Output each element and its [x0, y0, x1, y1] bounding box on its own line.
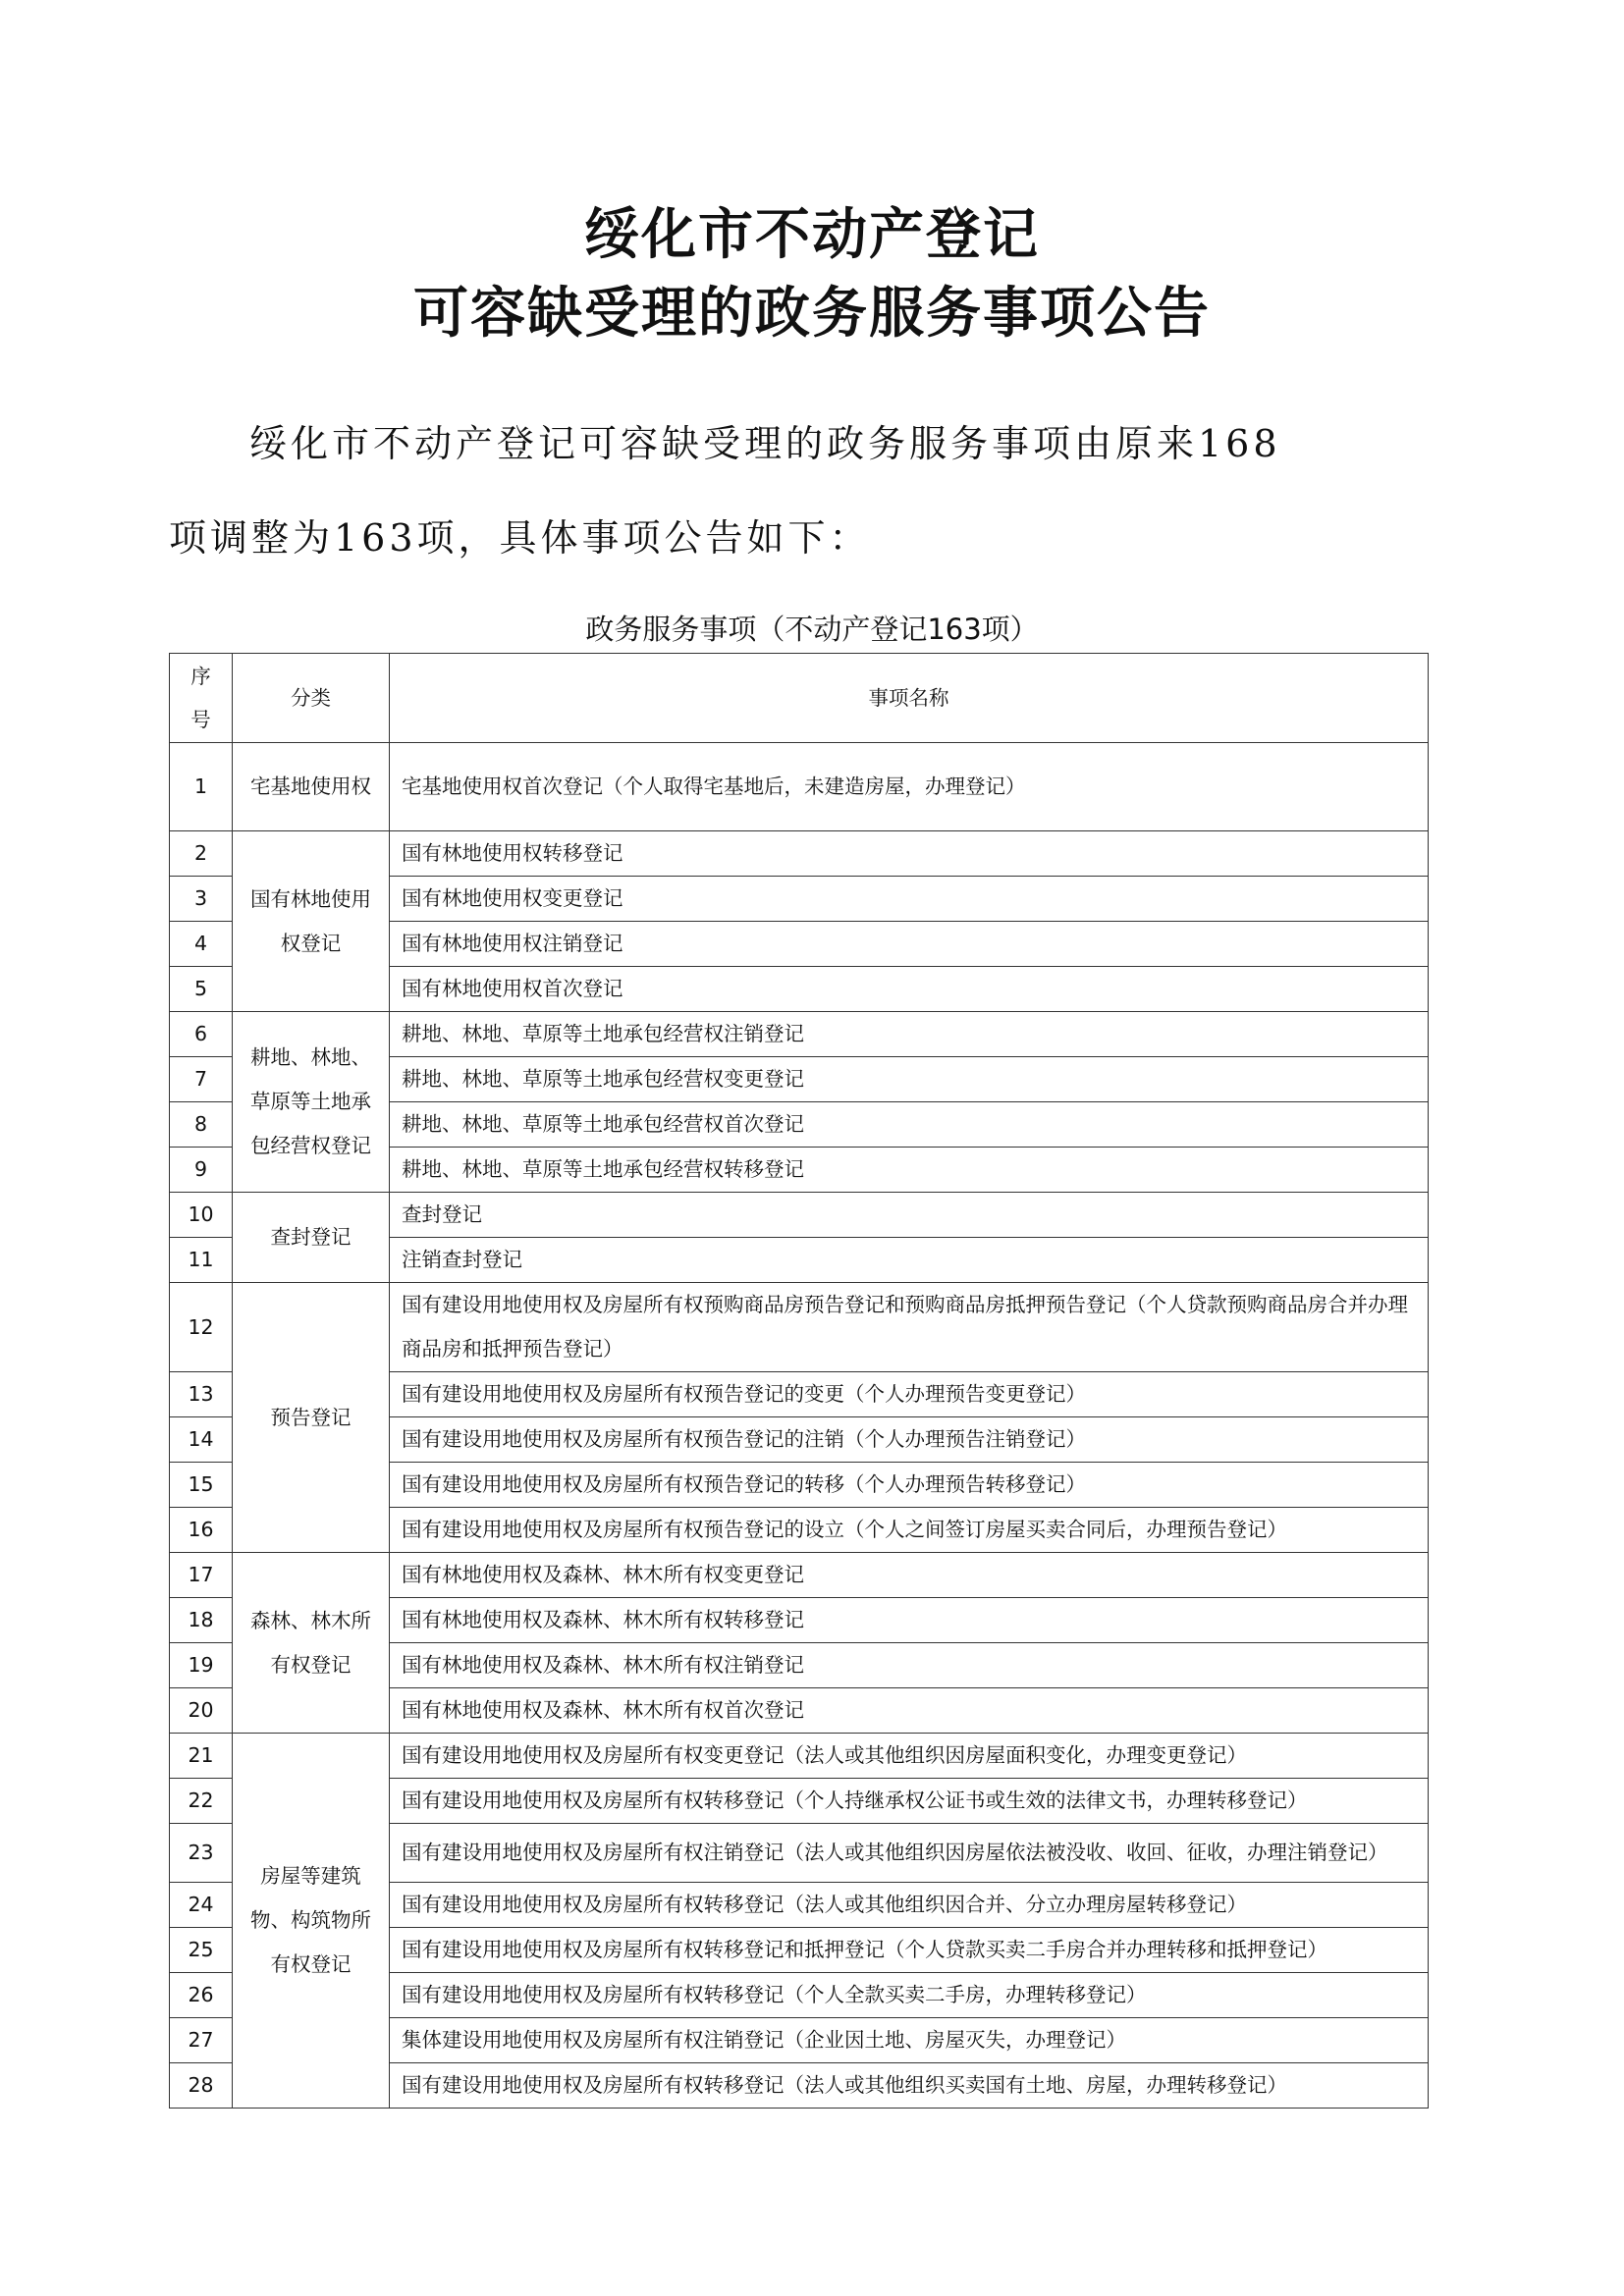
- row-category: 森林、林木所有权登记: [233, 1553, 390, 1734]
- row-category: 宅基地使用权: [233, 743, 390, 831]
- row-item-name: 注销查封登记: [390, 1238, 1429, 1283]
- row-seq: 20: [170, 1688, 233, 1734]
- intro-line-1: 绥化市不动产登记可容缺受理的政务服务事项由原来168: [249, 422, 1281, 465]
- row-category: 查封登记: [233, 1193, 390, 1283]
- row-item-name: 国有建设用地使用权及房屋所有权预告登记的设立（个人之间签订房屋买卖合同后，办理预告登记）: [390, 1508, 1429, 1553]
- document-title-line-1: 绥化市不动产登记: [584, 203, 1040, 267]
- row-seq: 16: [170, 1508, 233, 1553]
- row-item-name: 集体建设用地使用权及房屋所有权注销登记（企业因土地、房屋灭失，办理登记）: [390, 2018, 1429, 2063]
- row-category: 国有林地使用权登记: [233, 831, 390, 1012]
- row-seq: 2: [170, 831, 233, 877]
- row-item-name: 查封登记: [390, 1193, 1429, 1238]
- row-item-name: 耕地、林地、草原等土地承包经营权首次登记: [390, 1102, 1429, 1148]
- row-seq: 11: [170, 1238, 233, 1283]
- row-item-name: 国有林地使用权注销登记: [390, 922, 1429, 967]
- table-row: [170, 1553, 1429, 1598]
- row-seq: 8: [170, 1102, 233, 1148]
- row-item-name: 国有建设用地使用权及房屋所有权变更登记（法人或其他组织因房屋面积变化，办理变更登记）: [390, 1734, 1429, 1779]
- row-seq: 12: [170, 1283, 233, 1372]
- row-item-name: 宅基地使用权首次登记（个人取得宅基地后，未建造房屋，办理登记）: [390, 743, 1429, 831]
- row-category: 耕地、林地、草原等土地承包经营权登记: [233, 1012, 390, 1193]
- row-item-name: 国有林地使用权及森林、林木所有权注销登记: [390, 1643, 1429, 1688]
- row-item-name: 耕地、林地、草原等土地承包经营权转移登记: [390, 1148, 1429, 1193]
- table-caption: 政务服务事项（不动产登记163项）: [585, 613, 1039, 646]
- row-seq: 5: [170, 967, 233, 1012]
- header-category: 分类: [233, 654, 390, 743]
- row-seq: 6: [170, 1012, 233, 1057]
- row-seq: 3: [170, 877, 233, 922]
- row-seq: 18: [170, 1598, 233, 1643]
- row-item-name: 耕地、林地、草原等土地承包经营权注销登记: [390, 1012, 1429, 1057]
- intro-line-2: 项调整为163项，具体事项公告如下：: [169, 516, 871, 560]
- table-row: [170, 1193, 1429, 1238]
- row-item-name: 国有林地使用权及森林、林木所有权首次登记: [390, 1688, 1429, 1734]
- row-seq: 4: [170, 922, 233, 967]
- row-seq: 1: [170, 743, 233, 831]
- row-item-name: 国有建设用地使用权及房屋所有权预告登记的变更（个人办理预告变更登记）: [390, 1372, 1429, 1417]
- header-seq: 序号: [170, 654, 233, 743]
- header-name: 事项名称: [390, 654, 1429, 743]
- table-row: [170, 1012, 1429, 1057]
- row-seq: 21: [170, 1734, 233, 1779]
- row-seq: 13: [170, 1372, 233, 1417]
- table-body: [170, 743, 1429, 2109]
- row-seq: 23: [170, 1824, 233, 1883]
- row-seq: 7: [170, 1057, 233, 1102]
- row-seq: 17: [170, 1553, 233, 1598]
- row-seq: 10: [170, 1193, 233, 1238]
- row-item-name: 国有建设用地使用权及房屋所有权转移登记（个人全款买卖二手房，办理转移登记）: [390, 1973, 1429, 2018]
- table-row: [170, 1734, 1429, 1779]
- row-seq: 14: [170, 1417, 233, 1463]
- row-item-name: 国有林地使用权变更登记: [390, 877, 1429, 922]
- row-item-name: 国有建设用地使用权及房屋所有权转移登记（法人或其他组织买卖国有土地、房屋，办理转移登记）: [390, 2063, 1429, 2109]
- row-item-name: 国有林地使用权首次登记: [390, 967, 1429, 1012]
- row-item-name: 国有建设用地使用权及房屋所有权转移登记（个人持继承权公证书或生效的法律文书，办理转移登记）: [390, 1779, 1429, 1824]
- table-row: [170, 831, 1429, 877]
- row-seq: 22: [170, 1779, 233, 1824]
- row-seq: 9: [170, 1148, 233, 1193]
- row-item-name: 国有建设用地使用权及房屋所有权注销登记（法人或其他组织因房屋依法被没收、收回、征收，办理注销登记）: [390, 1824, 1429, 1883]
- row-category: 房屋等建筑物、构筑物所有权登记: [233, 1734, 390, 2109]
- row-seq: 25: [170, 1928, 233, 1973]
- row-category: 预告登记: [233, 1283, 390, 1553]
- row-item-name: 国有建设用地使用权及房屋所有权预告登记的转移（个人办理预告转移登记）: [390, 1463, 1429, 1508]
- table-row: [170, 743, 1429, 831]
- row-seq: 26: [170, 1973, 233, 2018]
- document-title-line-2: 可容缺受理的政务服务事项公告: [413, 282, 1211, 346]
- row-item-name: 国有建设用地使用权及房屋所有权预告登记的注销（个人办理预告注销登记）: [390, 1417, 1429, 1463]
- row-item-name: 国有建设用地使用权及房屋所有权预购商品房预告登记和预购商品房抵押预告登记（个人贷款预购商品房合并办理商品房和抵押预告登记）: [390, 1283, 1429, 1372]
- row-seq: 19: [170, 1643, 233, 1688]
- row-item-name: 国有林地使用权转移登记: [390, 831, 1429, 877]
- service-items-table: [169, 653, 1429, 2109]
- row-item-name: 国有林地使用权及森林、林木所有权转移登记: [390, 1598, 1429, 1643]
- row-item-name: 国有林地使用权及森林、林木所有权变更登记: [390, 1553, 1429, 1598]
- row-seq: 24: [170, 1883, 233, 1928]
- row-item-name: 国有建设用地使用权及房屋所有权转移登记和抵押登记（个人贷款买卖二手房合并办理转移和抵押登记）: [390, 1928, 1429, 1973]
- intro-paragraph: [169, 397, 1465, 585]
- row-item-name: 耕地、林地、草原等土地承包经营权变更登记: [390, 1057, 1429, 1102]
- table-row: [170, 1283, 1429, 1372]
- row-seq: 28: [170, 2063, 233, 2109]
- row-item-name: 国有建设用地使用权及房屋所有权转移登记（法人或其他组织因合并、分立办理房屋转移登记）: [390, 1883, 1429, 1928]
- row-seq: 27: [170, 2018, 233, 2063]
- row-seq: 15: [170, 1463, 233, 1508]
